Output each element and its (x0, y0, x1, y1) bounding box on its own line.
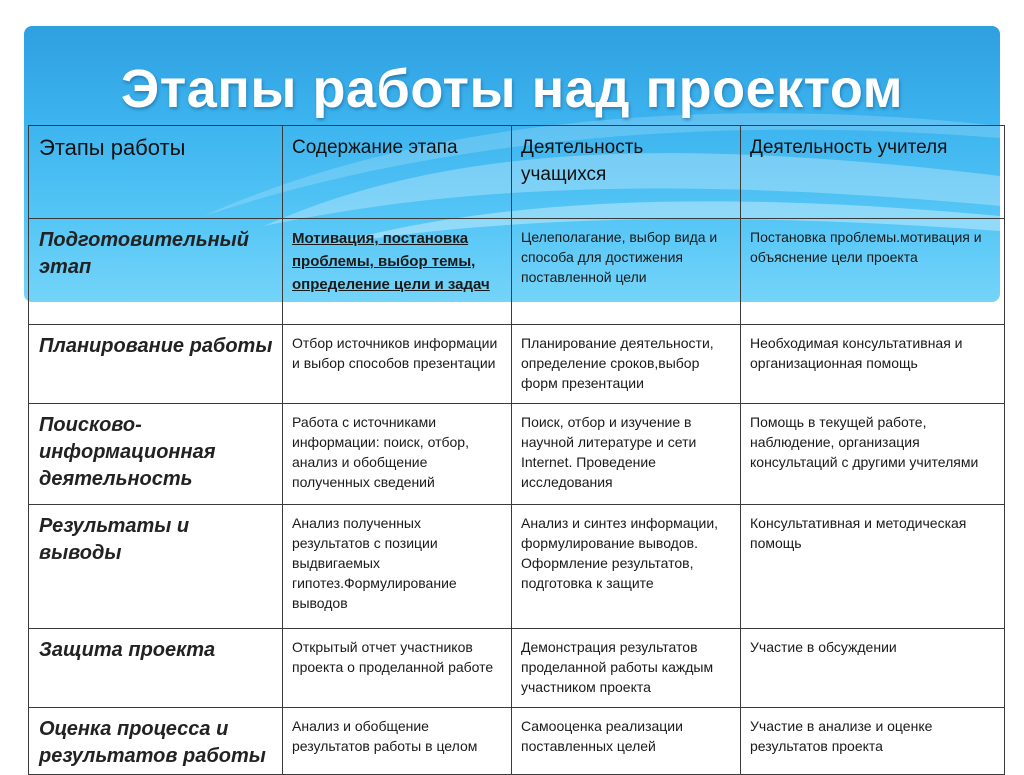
table-row (29, 325, 1005, 404)
student-activity: Демонстрация результатов проделанной работы каждым участником проекта (512, 629, 741, 708)
stage-content: Работа с источниками информации: поиск, отбор, анализ и обобщение полученных сведений (283, 404, 512, 505)
header-stages: Этапы работы (29, 126, 283, 219)
table-row (29, 708, 1005, 775)
stage-content: Анализ полученных результатов с позиции выдвигаемых гипотез.Формулирование выводов (283, 505, 512, 629)
page-title: Этапы работы над проектом (120, 59, 904, 119)
stage-content: Анализ и обобщение результатов работы в целом (283, 708, 512, 775)
teacher-activity: Консультативная и методическая помощь (741, 505, 1005, 629)
stage-content: Мотивация, постановка проблемы, выбор темы, определение цели и задач (283, 219, 512, 325)
stage-content: Отбор источников информации и выбор способов презентации (283, 325, 512, 404)
table-row (29, 629, 1005, 708)
teacher-activity: Постановка проблемы.мотивация и объяснение цели проекта (741, 219, 1005, 325)
header-students: Деятельность учащихся (512, 126, 741, 219)
header-teacher: Деятельность учителя (741, 126, 1005, 219)
stage-name: Поисково-информационная деятельность (29, 404, 283, 505)
student-activity: Анализ и синтез информации, формулирование выводов. Оформление результатов, подготовка к защите (512, 505, 741, 629)
table-row (29, 505, 1005, 629)
student-activity: Планирование деятельности, определение сроков,выбор форм презентации (512, 325, 741, 404)
teacher-activity: Участие в обсуждении (741, 629, 1005, 708)
table-row (29, 219, 1005, 325)
student-activity: Самооценка реализации поставленных целей (512, 708, 741, 775)
stage-name: Планирование работы (29, 325, 283, 404)
table-row (29, 404, 1005, 505)
stage-name: Защита проекта (29, 629, 283, 708)
teacher-activity: Необходимая консультативная и организационная помощь (741, 325, 1005, 404)
stage-content: Открытый отчет участников проекта о проделанной работе (283, 629, 512, 708)
header-content: Содержание этапа (283, 126, 512, 219)
student-activity: Поиск, отбор и изучение в научной литературе и сети Internet. Проведение исследования (512, 404, 741, 505)
project-stages-table (28, 125, 1005, 775)
stage-name: Подготовительный этап (29, 219, 283, 325)
stage-name: Оценка процесса и результатов работы (29, 708, 283, 775)
teacher-activity: Помощь в текущей работе, наблюдение, организация консультаций с другими учителями (741, 404, 1005, 505)
teacher-activity: Участие в анализе и оценке результатов проекта (741, 708, 1005, 775)
student-activity: Целеполагание, выбор вида и способа для достижения поставленной цели (512, 219, 741, 325)
stage-name: Результаты и выводы (29, 505, 283, 629)
table-header-row (29, 126, 1005, 219)
